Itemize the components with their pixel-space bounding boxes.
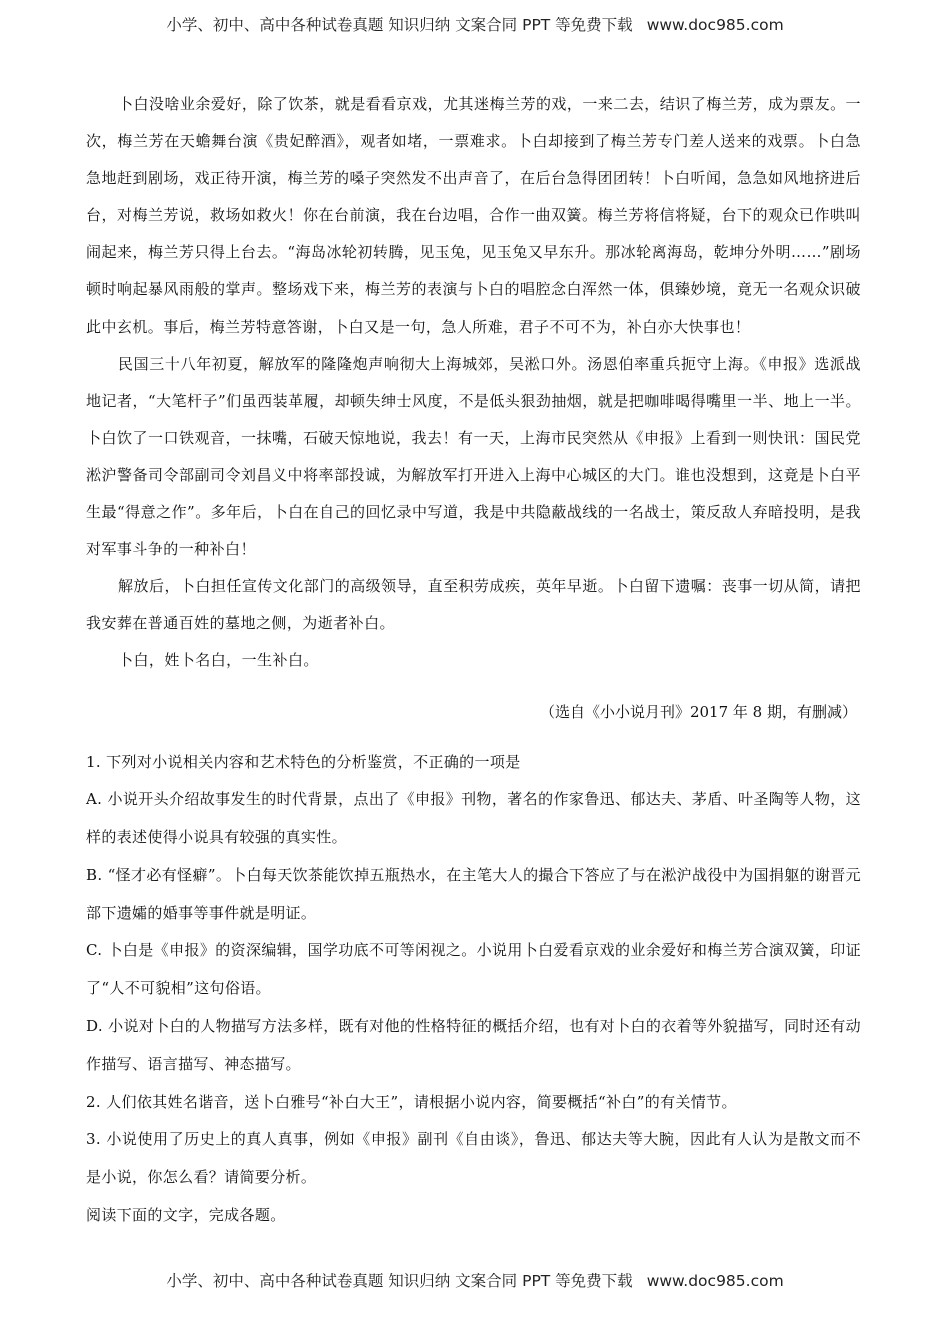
question-1-option-b: B. “怪才必有怪癖”。卜白每天饮茶能饮掉五瓶热水，在主笔大人的撮合下答应了与在淞沪战役中为国捐躯的谢晋元部下遗孀的婚事等事件就是明证。 [86,865,861,922]
document-body [86,86,861,1235]
page-header [0,13,950,35]
source-citation: （选自《小小说月刊》2017 年 8 期，有删减） [539,702,857,721]
question-3: 3. 小说使用了历史上的真人真事，例如《申报》副刊《自由谈》，鲁迅、郁达夫等大腕，因此有人认为是散文而不是小说，你怎么看？请简要分析。 [86,1130,861,1187]
footer-text: 小学、初中、高中各种试卷真题 知识归纳 文案合同 PPT 等免费下载 [166,1272,633,1290]
question-2: 2. 人们依其姓名谐音，送卜白雅号“补白大王”，请根据小说内容，简要概括“补白”的有关情节。 [86,1092,737,1111]
question-1-option-c: C. 卜白是《申报》的资深编辑，国学功底不可等闲视之。小说用卜白爱看京戏的业余爱好和梅兰芳合演双簧，印证了“人不可貌相”这句俗语。 [86,941,861,998]
story-paragraph-3: 解放后，卜白担任宣传文化部门的高级领导，直至积劳成疾，英年早逝。卜白留下遗嘱：丧事一切从简，请把我安葬在普通百姓的墓地之侧，为逝者补白。 [86,577,861,633]
next-section-instruction: 阅读下面的文字，完成各题。 [86,1206,286,1225]
story-paragraph-2: 民国三十八年初夏，解放军的隆隆炮声响彻大上海城郊，吴淞口外。汤恩伯率重兵扼守上海。《申报》选派战地记者，“大笔杆子”们虽西装革履，却顿失绅士风度，不是低头狠劲抽烟，就是把咖啡喝得嘴里一半、地上一半。卜白饮了一口铁观音，一抹嘴，石破天惊地说，我去！有一天，上海市民突然从《申报》上看到一则快讯：国民党淞沪警备司令部副司令刘昌义中将率部投诚，为解放军打开进入上海中心城区的大门。谁也没想到，这竟是卜白平生最“得意之作”。多年后，卜白在自己的回忆录中写道，我是中共隐蔽战线的一名战士，策反敌人弃暗投明，是我对军事斗争的一种补白！ [86,354,861,559]
page-footer [0,1269,950,1291]
question-1-option-a: A. 小说开头介绍故事发生的时代背景，点出了《申报》刊物，著名的作家鲁迅、郁达夫、茅盾、叶圣陶等人物，这样的表述使得小说具有较强的真实性。 [86,790,861,847]
header-site-link[interactable]: www.doc985.com [646,16,784,34]
story-paragraph-1: 卜白没啥业余爱好，除了饮茶，就是看看京戏，尤其迷梅兰芳的戏，一来二去，结识了梅兰芳，成为票友。一次，梅兰芳在天蟾舞台演《贵妃醉酒》，观者如堵，一票难求。卜白却接到了梅兰芳专门差人送来的戏票。卜白急急地赶到剧场，戏正待开演，梅兰芳的嗓子突然发不出声音了，在后台急得团团转！卜白听闻，急急如风地挤进后台，对梅兰芳说，救场如救火！你在台前演，我在台边唱，合作一曲双簧。梅兰芳将信将疑，台下的观众已作哄叫闹起来，梅兰芳只得上台去。“海岛冰轮初转腾，见玉兔，见玉兔又早东升。那冰轮离海岛，乾坤分外明……”剧场顿时响起暴风雨般的掌声。整场戏下来，梅兰芳的表演与卜白的唱腔念白浑然一体，俱臻妙境，竟无一名观众识破此中玄机。事后，梅兰芳特意答谢，卜白又是一句，急人所难，君子不可不为，补白亦大快事也！ [86,95,861,336]
footer-site-link[interactable]: www.doc985.com [646,1272,784,1290]
question-1-stem: 1. 下列对小说相关内容和艺术特色的分析鉴赏，不正确的一项是 [86,752,521,771]
header-text: 小学、初中、高中各种试卷真题 知识归纳 文案合同 PPT 等免费下载 [166,16,633,34]
story-paragraph-4: 卜白，姓卜名白，一生补白。 [118,651,319,670]
question-1-option-d: D. 小说对卜白的人物描写方法多样，既有对他的性格特征的概括介绍，也有对卜白的衣着等外貌描写，同时还有动作描写、语言描写、神态描写。 [86,1017,861,1073]
